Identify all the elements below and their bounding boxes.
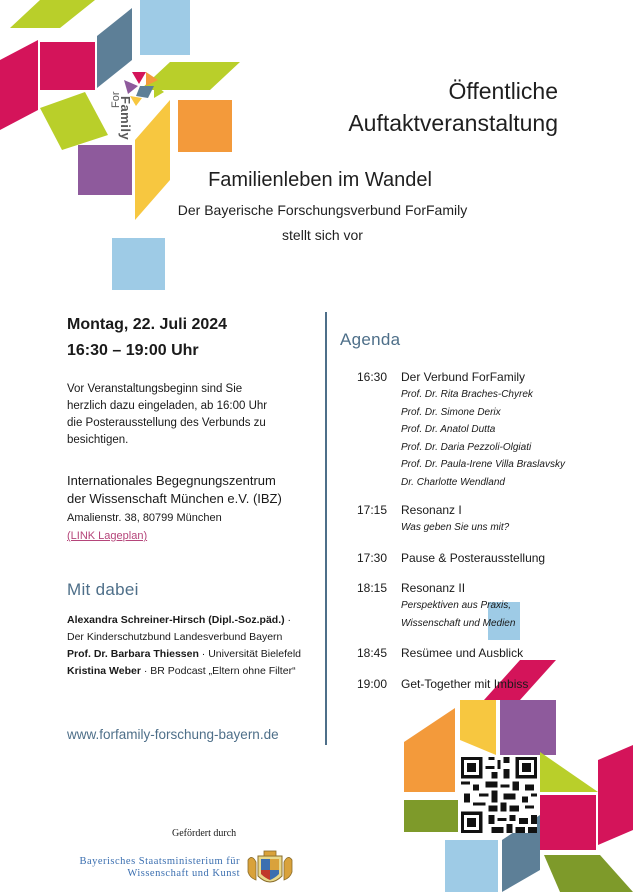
intro-line: herzlich dazu eingeladen, ab 16:00 Uhr — [67, 400, 268, 412]
speaker: Prof. Dr. Simone Derix — [401, 406, 501, 418]
agenda-speakers — [401, 386, 565, 491]
agenda-subtitle-line: Wissenschaft und Medien — [401, 617, 516, 629]
ministry-line: Wissenschaft und Kunst — [127, 868, 240, 879]
event-time: 16:30 – 19:00 Uhr — [67, 342, 199, 359]
guest-org: · Universität Bielefeld — [198, 648, 302, 660]
page-title-line2: Auftaktveranstaltung — [348, 110, 558, 136]
page-title-line1: Öffentliche — [448, 78, 558, 104]
venue-name-line2: der Wissenschaft München e.V. (IBZ) — [67, 491, 282, 506]
agenda-subtitle — [401, 597, 515, 632]
guest-org: · BR Podcast „Eltern ohne Filter“ — [140, 665, 296, 677]
guest-separator: · — [284, 614, 292, 626]
tile-shape — [445, 840, 498, 892]
event-date: Montag, 22. Juli 2024 — [67, 316, 228, 333]
tile-shape — [112, 238, 165, 290]
agenda-title: Resonanz I — [401, 503, 462, 517]
agenda-title: Get-Together mit Imbiss — [401, 677, 529, 691]
tile-shape — [540, 795, 596, 850]
tile-shape — [40, 92, 108, 150]
funded-by-label: Gefördert durch — [172, 828, 237, 839]
tile-shape — [40, 42, 95, 90]
agenda-title: Resonanz II — [401, 581, 466, 595]
tile-shape — [540, 752, 598, 792]
map-link[interactable]: (LINK Lageplan) — [67, 530, 148, 542]
ministry-name — [68, 856, 240, 880]
agenda-time: 16:30 — [357, 370, 388, 384]
speaker: Prof. Dr. Anatol Dutta — [401, 424, 496, 435]
speaker: Prof. Dr. Paula-Irene Villa Braslavsky — [401, 459, 565, 470]
agenda-subtitle: Was geben Sie uns mit? — [401, 522, 510, 533]
intro-line: die Posterausstellung des Verbunds zu — [67, 417, 266, 429]
agenda-heading: Agenda — [340, 330, 401, 349]
event-subtitle: Familienleben im Wandel — [208, 169, 432, 191]
logo-text-for: For — [110, 91, 122, 108]
guest-org: Der Kinderschutzbund Landesverbund Bayern — [67, 631, 283, 643]
event-subtitle-line2: Der Bayerische Forschungsverbund ForFamily — [177, 202, 468, 218]
website-link[interactable]: www.forfamily-forschung-bayern.de — [67, 727, 279, 742]
column-divider — [325, 312, 327, 745]
agenda-title: Pause & Posterausstellung — [401, 551, 546, 565]
ministry-line: Bayerisches Staatsministerium für — [79, 856, 240, 867]
guest-name: Kristina Weber — [67, 665, 141, 677]
agenda-subtitle-line: Perspektiven aus Praxis, — [401, 600, 512, 611]
event-intro — [67, 381, 317, 449]
agenda-time: 17:15 — [357, 503, 388, 517]
tile-shape — [598, 745, 633, 845]
tile-shape — [178, 100, 232, 152]
intro-line: besichtigen. — [67, 434, 129, 446]
qr-code-icon[interactable] — [461, 757, 537, 833]
guest-name: Prof. Dr. Barbara Thiessen — [67, 648, 199, 660]
tile-shape — [544, 855, 633, 892]
agenda-time: 19:00 — [357, 677, 388, 691]
agenda-time: 17:30 — [357, 551, 388, 565]
guests-heading: Mit dabei — [67, 580, 139, 599]
agenda-title: Der Verbund ForFamily — [401, 370, 526, 384]
intro-line: Vor Veranstaltungsbeginn sind Sie — [67, 383, 243, 395]
tile-shape — [460, 700, 496, 755]
agenda-title: Resümee und Ausblick — [401, 646, 524, 660]
event-subtitle-line3: stellt sich vor — [282, 227, 363, 243]
speaker: Prof. Dr. Rita Braches-Chyrek — [401, 389, 533, 400]
logo-text-family: Family — [118, 96, 133, 141]
guests-list — [67, 612, 327, 680]
tile-shape — [0, 40, 38, 130]
speaker: Prof. Dr. Daria Pezzoli-Olgiati — [401, 441, 532, 453]
tile-shape — [10, 0, 95, 28]
tile-shape — [404, 708, 455, 792]
venue-name-line1: Internationales Begegnungszentrum — [67, 473, 276, 488]
agenda-time: 18:45 — [357, 646, 388, 660]
speaker: Dr. Charlotte Wendland — [401, 476, 505, 488]
tile-shape — [500, 700, 556, 755]
guest-name: Alexandra Schreiner-Hirsch (Dipl.-Soz.päd.) — [67, 614, 285, 626]
bavarian-crest-icon — [246, 850, 294, 890]
venue-address: Amalienstr. 38, 80799 München — [67, 512, 222, 524]
agenda-time: 18:15 — [357, 581, 388, 595]
